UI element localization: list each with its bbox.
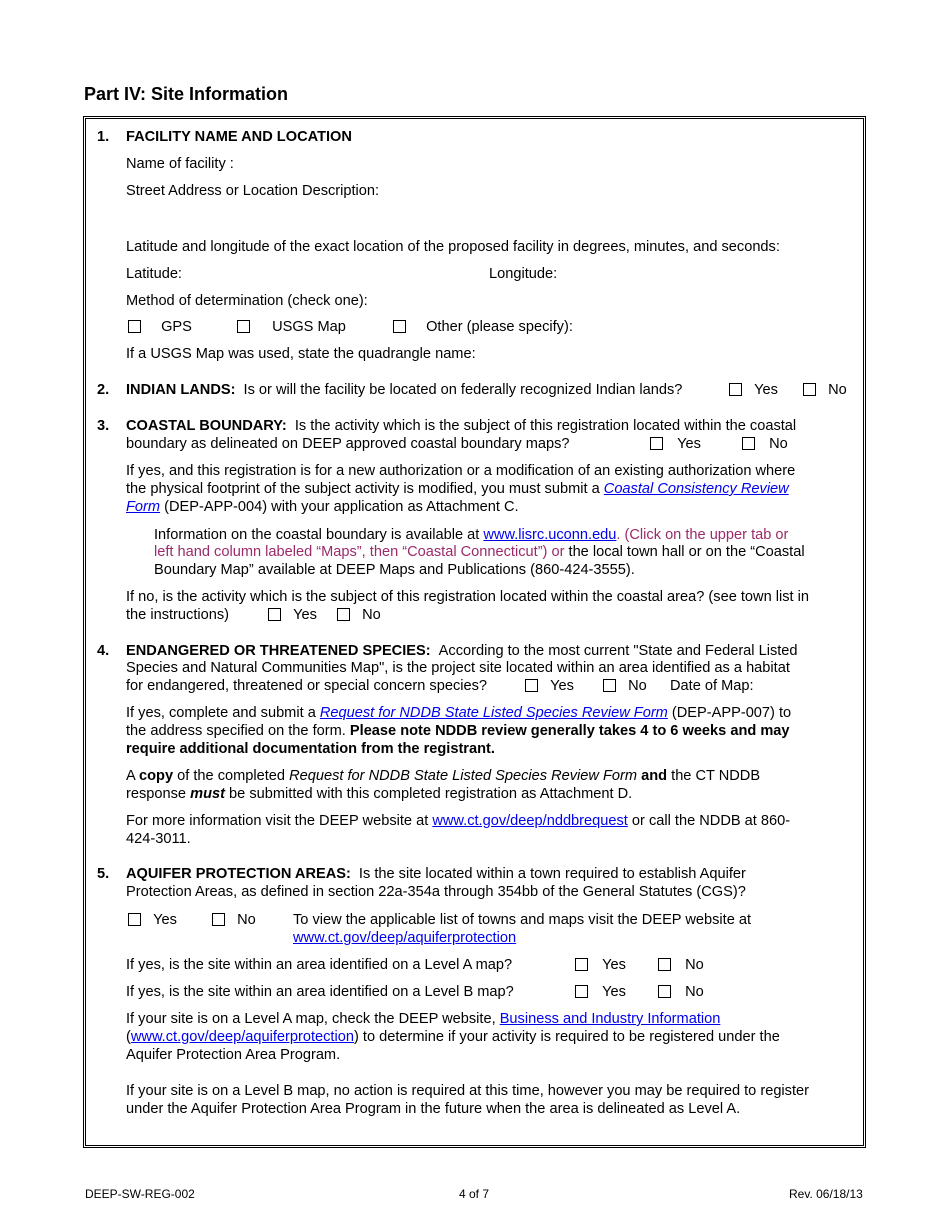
species-para1-text: If yes, complete and submit a [126,705,316,721]
aquifer-yes-checkbox[interactable] [128,913,141,926]
nddbrequest-link[interactable]: www.ct.gov/deep/nddbrequest [432,813,628,829]
coastal-para1-line3 [126,498,519,516]
species-heading: ENDANGERED OR THREATENED SPECIES: [126,643,431,659]
coastal-info-magenta-2: left hand column labeled “Maps”, then “Coastal Connecticut”) or [154,544,565,560]
coastal-area-yes-label: Yes [293,607,317,623]
other-label: Other (please specify): [426,319,573,335]
species-para2-must: must [190,786,225,802]
coastal-info-line1 [154,526,788,544]
species-para2-a: A [126,768,135,784]
levelA-para-line3: Aquifer Protection Area Program. [126,1047,341,1063]
section-1-heading: FACILITY NAME AND LOCATION [126,129,352,145]
usgs-map-checkbox[interactable] [237,320,250,333]
coastal-no-label: No [769,436,788,452]
species-para1-line2 [126,722,790,740]
aquifer-question-line1 [126,865,746,883]
coastal-info-line3: Boundary Map” available at DEEP Maps and Publications (860-424-3555). [154,562,635,578]
coastal-area-no-checkbox[interactable] [337,608,350,621]
levelA-para-line2 [126,1028,780,1046]
coastal-question-line1 [126,417,796,435]
levelA-yes[interactable] [575,956,626,974]
coastal-no[interactable] [742,435,788,453]
coastal-para1-line1: If yes, and this registration is for a new authorization or a modification of an existing authorization where [126,463,796,479]
indian-lands-text: Is or will the facility be located on federally recognized Indian lands? [243,382,683,398]
business-industry-link[interactable]: Business and Industry Information [499,1011,721,1027]
coastal-area-yes-checkbox[interactable] [268,608,281,621]
indian-lands-no[interactable] [803,381,847,399]
levelB-para-line1: If your site is on a Level B map, no action is required at this time, however you may be required to register [126,1083,809,1099]
species-question-line3: for endangered, threatened or special concern species? [126,678,488,694]
species-para2-c: the CT NDDB [671,768,761,784]
levelA-yes-checkbox[interactable] [575,958,588,971]
gps-option[interactable] [128,318,192,336]
levelA-no-checkbox[interactable] [658,958,671,971]
levelB-no-label: No [685,984,704,1000]
footer-page-number: 4 of 7 [459,1187,490,1201]
section-4-number: 4. [97,643,110,659]
levelB-question: If yes, is the site within an area identified on a Level B map? [126,984,514,1000]
aquifer-question-text: Is the site located within a town required to establish Aquifer [358,866,746,882]
aquifer-view-link-line [293,929,516,947]
coastal-para2-line1: If no, is the activity which is the subject of this registration located within the coastal area? (see town list in [126,589,809,605]
page-title: Part IV: Site Information [84,84,289,104]
species-para1-line3: require additional documentation from the registrant. [126,741,495,757]
indian-lands-yes[interactable] [729,381,778,399]
species-no[interactable] [603,677,647,695]
aquifer-no[interactable] [212,911,256,929]
street-address-label: Street Address or Location Description: [126,183,380,199]
gps-checkbox[interactable] [128,320,141,333]
coastal-para1-text: the physical footprint of the subject activity is modified, you must submit a [126,481,600,497]
species-para2-rest: be submitted with this completed registration as Attachment D. [229,786,633,802]
levelA-yes-label: Yes [602,957,626,973]
aquifer-yes[interactable] [128,911,177,929]
levelB-yes-label: Yes [602,984,626,1000]
nddb-form-link[interactable]: Request for NDDB State Listed Species Review Form [319,705,668,721]
footer-revision: Rev. 06/18/13 [789,1187,863,1201]
coastal-question-text: Is the activity which is the subject of this registration located within the coastal [294,418,797,434]
aquifer-view-line1: To view the applicable list of towns and maps visit the DEEP website at [293,912,752,928]
levelA-para-line1 [126,1010,720,1028]
indian-lands-yes-label: Yes [754,382,778,398]
species-question-line1 [126,642,798,660]
levelB-no-checkbox[interactable] [658,985,671,998]
species-para2-line2 [126,785,632,803]
species-para3-text: For more information visit the DEEP website at [126,813,429,829]
species-para3-line1 [126,812,790,830]
aquifer-heading: AQUIFER PROTECTION AREAS: [126,866,351,882]
coastal-consistency-link[interactable]: Coastal Consistency Review [603,481,789,497]
species-para2-line1 [126,767,760,785]
species-para3-text-b: or call the NDDB at 860- [631,813,791,829]
coastal-info-rest: the local town hall or on the “Coastal [568,544,805,560]
species-para2-form: Request for NDDB State Listed Species Review Form [289,768,638,784]
lisrc-link[interactable]: www.lisrc.uconn.edu [483,527,617,543]
indian-lands-question [126,381,682,399]
species-para3-line2: 424-3011. [126,831,191,847]
usgs-map-option[interactable] [237,318,346,336]
indian-lands-heading: INDIAN LANDS: [126,382,236,398]
longitude-label: Longitude: [489,266,558,282]
nddb-review-note: Please note NDDB review generally takes 4 to 6 weeks and may [349,723,790,739]
species-para1-line2-text: the address specified on the form. [126,723,346,739]
levelA-paren: ( [126,1029,131,1045]
other-checkbox[interactable] [393,320,406,333]
species-para2-and: and [641,768,668,784]
species-no-checkbox[interactable] [603,679,616,692]
latlong-intro: Latitude and longitude of the exact location of the proposed facility in degrees, minutes, and seconds: [126,239,780,255]
section-3-number: 3. [97,418,110,434]
coastal-yes-checkbox[interactable] [650,437,663,450]
species-para2-b: of the completed [177,768,286,784]
coastal-info-text: Information on the coastal boundary is available at [154,527,480,543]
coastal-para2-line2: the instructions) [126,607,230,623]
aquifer-no-checkbox[interactable] [212,913,225,926]
gps-label: GPS [161,319,192,335]
section-1-number: 1. [97,129,110,145]
species-yes-label: Yes [550,678,574,694]
facility-name-label: Name of facility : [126,156,234,172]
species-yes-checkbox[interactable] [525,679,538,692]
coastal-area-no[interactable] [337,606,381,624]
coastal-yes[interactable] [650,435,701,453]
indian-lands-no-label: No [828,382,847,398]
aquifer-no-label: No [237,912,256,928]
species-yes[interactable] [525,677,574,695]
levelB-yes[interactable] [575,983,626,1001]
levelA-no[interactable] [658,956,704,974]
aquifer-question-line2: Protection Areas, as defined in section 22a-354a through 354bb of the General Statutes (CGS)? [126,884,746,900]
quadrangle-label: If a USGS Map was used, state the quadrangle name: [126,346,476,362]
levelA-para-text: If your site is on a Level A map, check the DEEP website, [126,1011,496,1027]
levelB-para-line2: under the Aquifer Protection Area Program in the future when the area is delineated as Level A. [126,1101,741,1117]
latitude-label: Latitude: [126,266,182,282]
levelA-para-line2-rest: ) to determine if your activity is required to be registered under the [353,1029,780,1045]
species-para2-copy: copy [139,768,174,784]
coastal-heading: COASTAL BOUNDARY: [126,418,287,434]
footer-form-id: DEEP-SW-REG-002 [85,1187,195,1201]
aquifer-yes-label: Yes [153,912,177,928]
species-no-label: No [628,678,647,694]
species-question-text: According to the most current "State and Federal Listed [438,643,798,659]
species-para1-text-b: (DEP-APP-007) to [671,705,792,721]
other-option[interactable] [393,318,573,336]
aquiferprotection-link[interactable]: www.ct.gov/deep/aquiferprotection [293,930,517,946]
coastal-consistency-link-form[interactable]: Form [126,499,161,515]
coastal-info-line2 [154,543,805,561]
indian-lands-yes-checkbox[interactable] [729,383,742,396]
method-label: Method of determination (check one): [126,293,368,309]
coastal-info-magenta-1: . (Click on the upper tab or [616,527,789,543]
levelB-no[interactable] [658,983,704,1001]
species-para2-response: response [126,786,187,802]
species-para1-line1 [126,704,791,722]
coastal-para1-line2 [126,480,789,498]
date-of-map-label: Date of Map: [670,678,754,694]
levelA-no-label: No [685,957,704,973]
section-5-number: 5. [97,866,110,882]
indian-lands-no-checkbox[interactable] [803,383,816,396]
species-question-line2: Species and Natural Communities Map", is the project site located within an area identified as a habitat [126,660,790,676]
levelB-yes-checkbox[interactable] [575,985,588,998]
coastal-para1-rest: (DEP-APP-004) with your application as Attachment C. [164,499,519,515]
coastal-area-yes[interactable] [268,606,317,624]
usgs-map-label: USGS Map [272,319,346,335]
coastal-area-no-label: No [362,607,381,623]
coastal-no-checkbox[interactable] [742,437,755,450]
aquiferprotection-link-2[interactable]: www.ct.gov/deep/aquiferprotection [130,1029,354,1045]
coastal-yes-label: Yes [677,436,701,452]
coastal-question-line2: boundary as delineated on DEEP approved coastal boundary maps? [126,436,570,452]
section-2-number: 2. [97,382,110,398]
levelA-question: If yes, is the site within an area identified on a Level A map? [126,957,513,973]
